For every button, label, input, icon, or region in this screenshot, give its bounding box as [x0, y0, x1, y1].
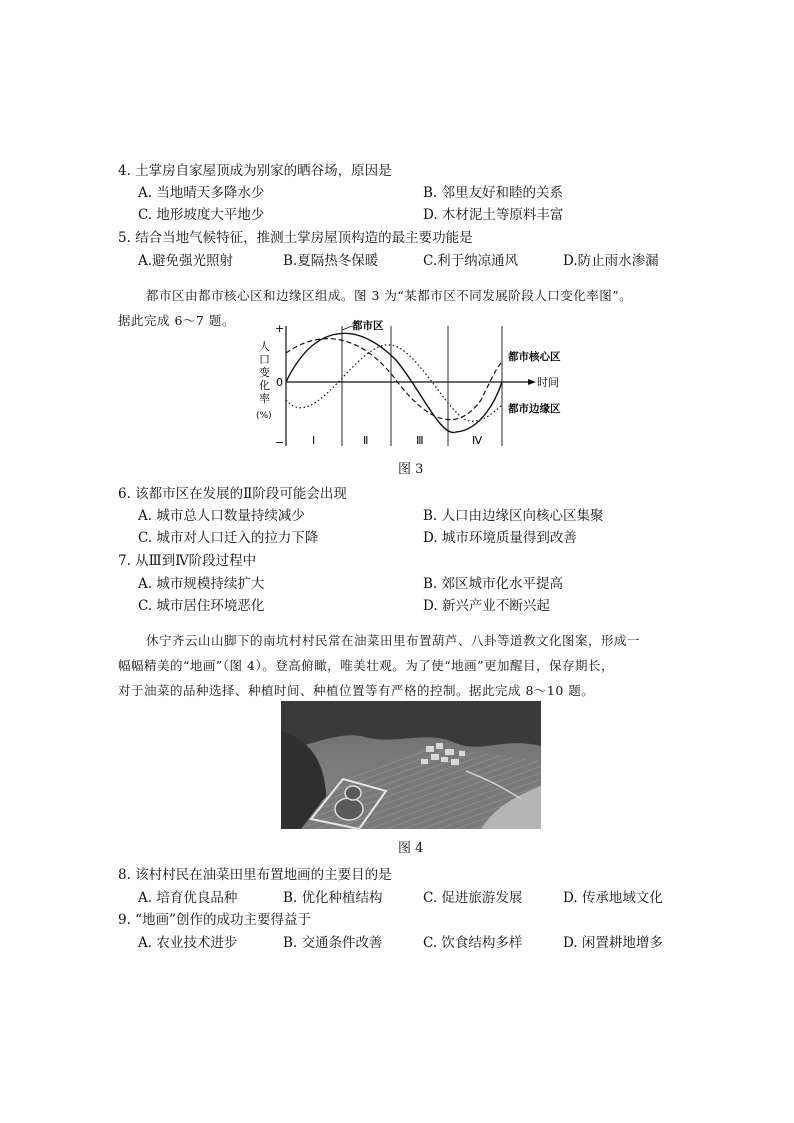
q9-option-c[interactable]: C. 饮食结构多样	[423, 935, 523, 951]
q9-option-a[interactable]: A. 农业技术进步	[138, 935, 238, 951]
intro-6-7-line1: 都市区由都市核心区和边缘区组成。图 3 为“某都市区不同发展阶段人口变化率图”。	[146, 288, 633, 303]
q7-option-c[interactable]: C. 城市居住环境恶化	[138, 598, 265, 614]
series-edge-line	[286, 345, 502, 421]
y-label-char-1: 人	[259, 340, 270, 353]
q9-stem: 9. “地画”创作的成功主要得益于	[118, 912, 311, 928]
q4-option-d[interactable]: D. 木材泥土等原料丰富	[423, 207, 564, 223]
q6-option-d[interactable]: D. 城市环境质量得到改善	[423, 530, 577, 546]
series-label-core: 都市核心区	[508, 351, 561, 363]
q8-option-a[interactable]: A. 培育优良品种	[138, 890, 238, 906]
y-label-char-6: (%)	[256, 411, 272, 421]
series-metro-line	[286, 333, 502, 432]
gourd-pattern-bottom	[335, 798, 363, 820]
x-axis-arrow	[528, 379, 536, 385]
q6-option-c[interactable]: C. 城市对人口迁入的拉力下降	[138, 530, 319, 546]
q5-stem: 5. 结合当地气候特征，推测土掌房屋顶构造的最主要功能是	[118, 230, 473, 246]
y-minus: −	[275, 436, 285, 449]
q6-stem: 6. 该都市区在发展的Ⅱ阶段可能会出现	[118, 486, 347, 502]
q6-option-a[interactable]: A. 城市总人口数量持续减少	[138, 508, 305, 524]
q7-option-d[interactable]: D. 新兴产业不断兴起	[423, 598, 550, 614]
y-zero: 0	[276, 376, 283, 389]
y-label-char-4: 化	[259, 379, 270, 392]
figure-4-photo	[281, 701, 541, 829]
y-axis-label	[256, 340, 272, 421]
q7-stem: 7. 从Ⅲ到Ⅳ阶段过程中	[118, 553, 257, 569]
intro-8-10	[118, 628, 678, 703]
y-label-char-2: 口	[259, 353, 270, 366]
q8-option-c[interactable]: C. 促进旅游发展	[423, 890, 523, 906]
stage-label-4: Ⅳ	[472, 434, 483, 447]
q4-option-c[interactable]: C. 地形坡度大平地少	[138, 207, 265, 223]
q4-option-a[interactable]: A. 当地晴天多降水少	[138, 185, 265, 201]
intro-8-10-line3: 对于油菜的品种选择、种植时间、种植位置等有严格的控制。据此完成 8～10 题。	[118, 683, 595, 698]
series-label-metro: 都市区	[352, 320, 384, 332]
stage-label-2: Ⅱ	[363, 434, 369, 447]
stage-label-3: Ⅲ	[416, 434, 424, 447]
y-label-char-5: 率	[259, 392, 270, 405]
figure-3-chart	[256, 320, 561, 450]
q7-option-a[interactable]: A. 城市规模持续扩大	[138, 576, 265, 592]
y-plus: +	[275, 322, 285, 335]
series-core-line	[286, 339, 502, 420]
intro-6-7-line2: 据此完成 6～7 题。	[118, 313, 235, 328]
intro-8-10-line1: 休宁齐云山山脚下的南坑村村民常在油菜田里布置葫芦、八卦等道教文化图案，形成一	[146, 633, 641, 648]
series-label-edge: 都市边缘区	[508, 403, 561, 415]
q6-option-b[interactable]: B. 人口由边缘区向核心区集聚	[423, 508, 604, 524]
figure-4-caption: 图 4	[398, 841, 424, 856]
figure-3-caption: 图 3	[398, 462, 424, 477]
q5-option-d[interactable]: D.防止雨水渗漏	[563, 253, 659, 269]
q4-option-b[interactable]: B. 邻里友好和睦的关系	[423, 185, 564, 201]
q8-option-b[interactable]: B. 优化种植结构	[283, 890, 383, 906]
intro-8-10-line2: 幅幅精美的“地画”（图 4）。登高俯瞰，唯美壮观。为了使“地画”更加醒目，保存期长，	[118, 658, 614, 673]
stage-label-1: Ⅰ	[312, 434, 316, 447]
q5-option-b[interactable]: B.夏隔热冬保暖	[283, 253, 379, 269]
q9-option-b[interactable]: B. 交通条件改善	[283, 935, 383, 951]
gourd-pattern-top	[345, 786, 361, 800]
q8-stem: 8. 该村村民在油菜田里布置地画的主要目的是	[118, 867, 392, 883]
q5-option-a[interactable]: A.避免强光照射	[138, 253, 234, 269]
q7-option-b[interactable]: B. 郊区城市化水平提高	[423, 576, 564, 592]
q4-stem: 4. 土掌房自家屋顶成为别家的晒谷场，原因是	[118, 163, 392, 179]
q8-option-d[interactable]: D. 传承地域文化	[563, 890, 663, 906]
q5-option-c[interactable]: C.利于纳凉通风	[423, 253, 519, 269]
q9-option-d[interactable]: D. 闲置耕地增多	[563, 935, 663, 951]
x-axis-label: 时间	[537, 376, 559, 389]
metro-label-leader	[342, 326, 352, 330]
y-label-char-3: 变	[259, 366, 270, 379]
